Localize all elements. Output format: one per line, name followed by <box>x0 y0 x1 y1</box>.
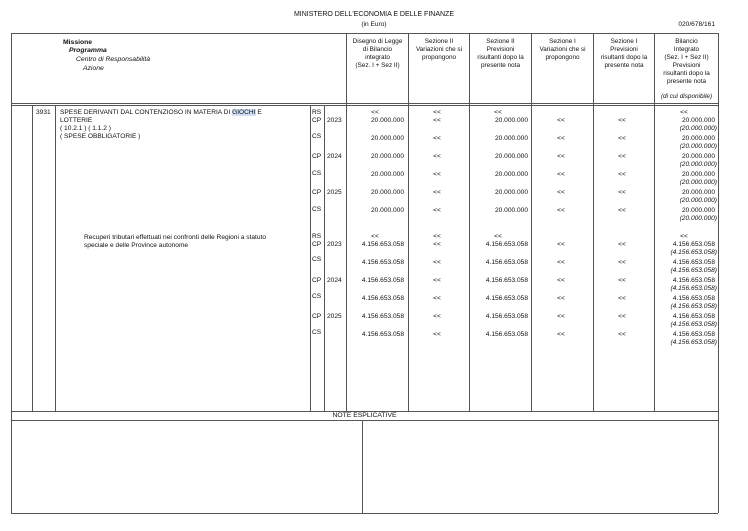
cell-value: 20.000.000 <box>494 207 528 214</box>
row-label-rs: RS <box>312 233 322 240</box>
cell-marker: << <box>371 109 379 116</box>
cell-marker: << <box>433 241 441 248</box>
cell-marker: << <box>618 331 626 338</box>
cell-value: 4.156.653.058 <box>485 331 528 338</box>
cell-marker: << <box>618 117 626 124</box>
cell-value: 20.000.000 <box>494 171 528 178</box>
cell-marker: << <box>618 207 626 214</box>
cell-marker: << <box>433 117 441 124</box>
cell-value: 4.156.653.058 <box>361 313 404 320</box>
cell-marker: << <box>680 233 688 240</box>
cell-disponibile: (20.000.000) <box>679 161 717 168</box>
cell-marker: << <box>557 295 565 302</box>
cell-marker: << <box>433 153 441 160</box>
year-label: 2024 <box>327 277 342 284</box>
cell-marker: << <box>433 277 441 284</box>
cell-value: 4.156.653.058 <box>361 295 404 302</box>
cell-marker: << <box>557 135 565 142</box>
col-header-sez2-previsioni: Sezione II Previsioni risultanti dopo la presente nota <box>477 38 524 69</box>
capitolo-number: 3931 <box>36 109 51 116</box>
row-label-cs: CS <box>312 133 322 140</box>
cell-marker: << <box>433 109 441 116</box>
col-header-bilancio-integrato: Bilancio Integrato (Sez. I + Sez II) Previsioni risultanti dopo la presente nota <box>663 38 710 85</box>
cell-marker: << <box>433 189 441 196</box>
capitolo-codes: ( 10.2.1 ) ( 1.1.2 ) <box>60 125 111 132</box>
cell-marker: << <box>618 313 626 320</box>
cell-value: 4.156.653.058 <box>361 277 404 284</box>
cell-disponibile: (4.156.653.058) <box>670 285 717 292</box>
row-label-rs: RS <box>312 109 322 116</box>
cell-disponibile: (4.156.653.058) <box>670 267 717 274</box>
cell-marker: << <box>618 189 626 196</box>
year-label: 2025 <box>327 313 342 320</box>
cell-marker: << <box>557 117 565 124</box>
cell-disponibile: (4.156.653.058) <box>670 321 717 328</box>
cell-marker: << <box>557 313 565 320</box>
capitolo-title-line2: LOTTERIE <box>60 117 93 124</box>
cell-marker: << <box>557 153 565 160</box>
year-label: 2023 <box>327 117 342 124</box>
cell-value: 20.000.000 <box>370 117 404 124</box>
note-esplicative-title: NOTE ESPLICATIVE <box>332 412 397 419</box>
cell-value: 20.000.000 <box>494 135 528 142</box>
cell-value: 4.156.653.058 <box>672 295 715 302</box>
pg-title-line2: speciale e delle Province autonome <box>84 242 189 249</box>
col-header-ddl-bilancio: Disegno di Legge di Bilancio integrato (Sez. I + Sez II) <box>352 38 403 69</box>
cell-value: 20.000.000 <box>370 189 404 196</box>
cell-marker: << <box>433 207 441 214</box>
row-label-cp: CP <box>312 241 322 248</box>
cell-marker: << <box>618 241 626 248</box>
row-label-cp: CP <box>312 117 322 124</box>
col-header-sez1-previsioni: Sezione I Previsioni risultanti dopo la presente nota <box>600 38 648 69</box>
capitolo-type: ( SPESE OBBLIGATORIE ) <box>60 133 141 140</box>
cell-value: 20.000.000 <box>370 207 404 214</box>
row-label-cp: CP <box>312 277 322 284</box>
cell-marker: << <box>618 171 626 178</box>
label-missione: Missione <box>63 39 93 46</box>
year-label: 2024 <box>327 153 342 160</box>
cell-marker: << <box>557 277 565 284</box>
cell-value: 4.156.653.058 <box>485 313 528 320</box>
highlighted-word: GIOCHI <box>232 109 256 116</box>
cell-disponibile: (4.156.653.058) <box>670 339 717 346</box>
cell-marker: << <box>433 295 441 302</box>
cell-marker: << <box>433 171 441 178</box>
cell-marker: << <box>618 295 626 302</box>
cell-marker: << <box>618 259 626 266</box>
cell-value: 20.000.000 <box>681 117 715 124</box>
col-header-sez2-variazioni: Sezione II Variazioni che si propongono <box>415 38 463 61</box>
cell-value: 4.156.653.058 <box>672 313 715 320</box>
cell-disponibile: (20.000.000) <box>679 125 717 132</box>
row-label-cs: CS <box>312 293 322 300</box>
cell-value: 20.000.000 <box>370 171 404 178</box>
cell-value: 20.000.000 <box>370 135 404 142</box>
cell-marker: << <box>371 233 379 240</box>
col-header-di-cui-disponibile: (di cui disponibile) <box>660 93 713 100</box>
cell-disponibile: (20.000.000) <box>679 197 717 204</box>
cell-value: 4.156.653.058 <box>361 241 404 248</box>
cell-value: 20.000.000 <box>494 153 528 160</box>
cell-value: 20.000.000 <box>681 189 715 196</box>
cell-marker: << <box>680 109 688 116</box>
cell-disponibile: (4.156.653.058) <box>670 249 717 256</box>
cell-marker: << <box>433 233 441 240</box>
label-centro-responsabilita: Centro di Responsabilità <box>76 56 151 63</box>
cell-disponibile: (4.156.653.058) <box>670 303 717 310</box>
cell-value: 4.156.653.058 <box>361 259 404 266</box>
unit-label: (in Euro) <box>361 21 387 28</box>
cell-value: 4.156.653.058 <box>485 259 528 266</box>
cell-value: 20.000.000 <box>494 117 528 124</box>
pg-title: Recuperi tributari effettuati nei confronti delle Regioni a statuto <box>84 234 267 241</box>
cell-value: 20.000.000 <box>370 153 404 160</box>
cell-marker: << <box>494 233 502 240</box>
cell-marker: << <box>557 207 565 214</box>
cell-value: 20.000.000 <box>681 207 715 214</box>
cell-marker: << <box>557 171 565 178</box>
cell-value: 20.000.000 <box>681 171 715 178</box>
label-programma: Programma <box>69 47 107 54</box>
row-label-cp: CP <box>312 189 322 196</box>
cell-marker: << <box>433 331 441 338</box>
label-azione: Azione <box>83 65 104 72</box>
cell-marker: << <box>557 241 565 248</box>
cell-marker: << <box>557 331 565 338</box>
row-label-cs: CS <box>312 329 322 336</box>
cell-value: 4.156.653.058 <box>672 241 715 248</box>
cell-value: 4.156.653.058 <box>672 331 715 338</box>
cell-value: 4.156.653.058 <box>485 295 528 302</box>
cell-marker: << <box>494 109 502 116</box>
cell-marker: << <box>557 189 565 196</box>
cell-marker: << <box>618 277 626 284</box>
cell-value: 4.156.653.058 <box>672 259 715 266</box>
row-label-cs: CS <box>312 256 322 263</box>
year-label: 2025 <box>327 189 342 196</box>
cell-value: 4.156.653.058 <box>361 331 404 338</box>
cell-disponibile: (20.000.000) <box>679 215 717 222</box>
col-header-sez1-variazioni: Sezione I Variazioni che si propongono <box>539 38 586 61</box>
cell-marker: << <box>618 153 626 160</box>
cell-marker: << <box>557 259 565 266</box>
cell-value: 4.156.653.058 <box>485 277 528 284</box>
cell-marker: << <box>433 135 441 142</box>
cell-marker: << <box>433 313 441 320</box>
year-label: 2023 <box>327 241 342 248</box>
cell-disponibile: (20.000.000) <box>679 179 717 186</box>
cell-value: 20.000.000 <box>681 135 715 142</box>
cell-disponibile: (20.000.000) <box>679 143 717 150</box>
cell-value: 20.000.000 <box>494 189 528 196</box>
cell-value: 4.156.653.058 <box>672 277 715 284</box>
row-label-cp: CP <box>312 153 322 160</box>
cell-value: 4.156.653.058 <box>485 241 528 248</box>
capitolo-title: SPESE DERIVANTI DAL CONTENZIOSO IN MATERIA DI GIOCHI E <box>60 109 262 116</box>
cell-value: 20.000.000 <box>681 153 715 160</box>
row-label-cp: CP <box>312 313 322 320</box>
row-label-cs: CS <box>312 170 322 177</box>
row-label-cs: CS <box>312 206 322 213</box>
ministry-title: MINISTERO DELL'ECONOMIA E DELLE FINANZE <box>293 11 455 18</box>
cell-marker: << <box>433 259 441 266</box>
cell-marker: << <box>618 135 626 142</box>
document-code: 020/678/161 <box>678 21 715 28</box>
